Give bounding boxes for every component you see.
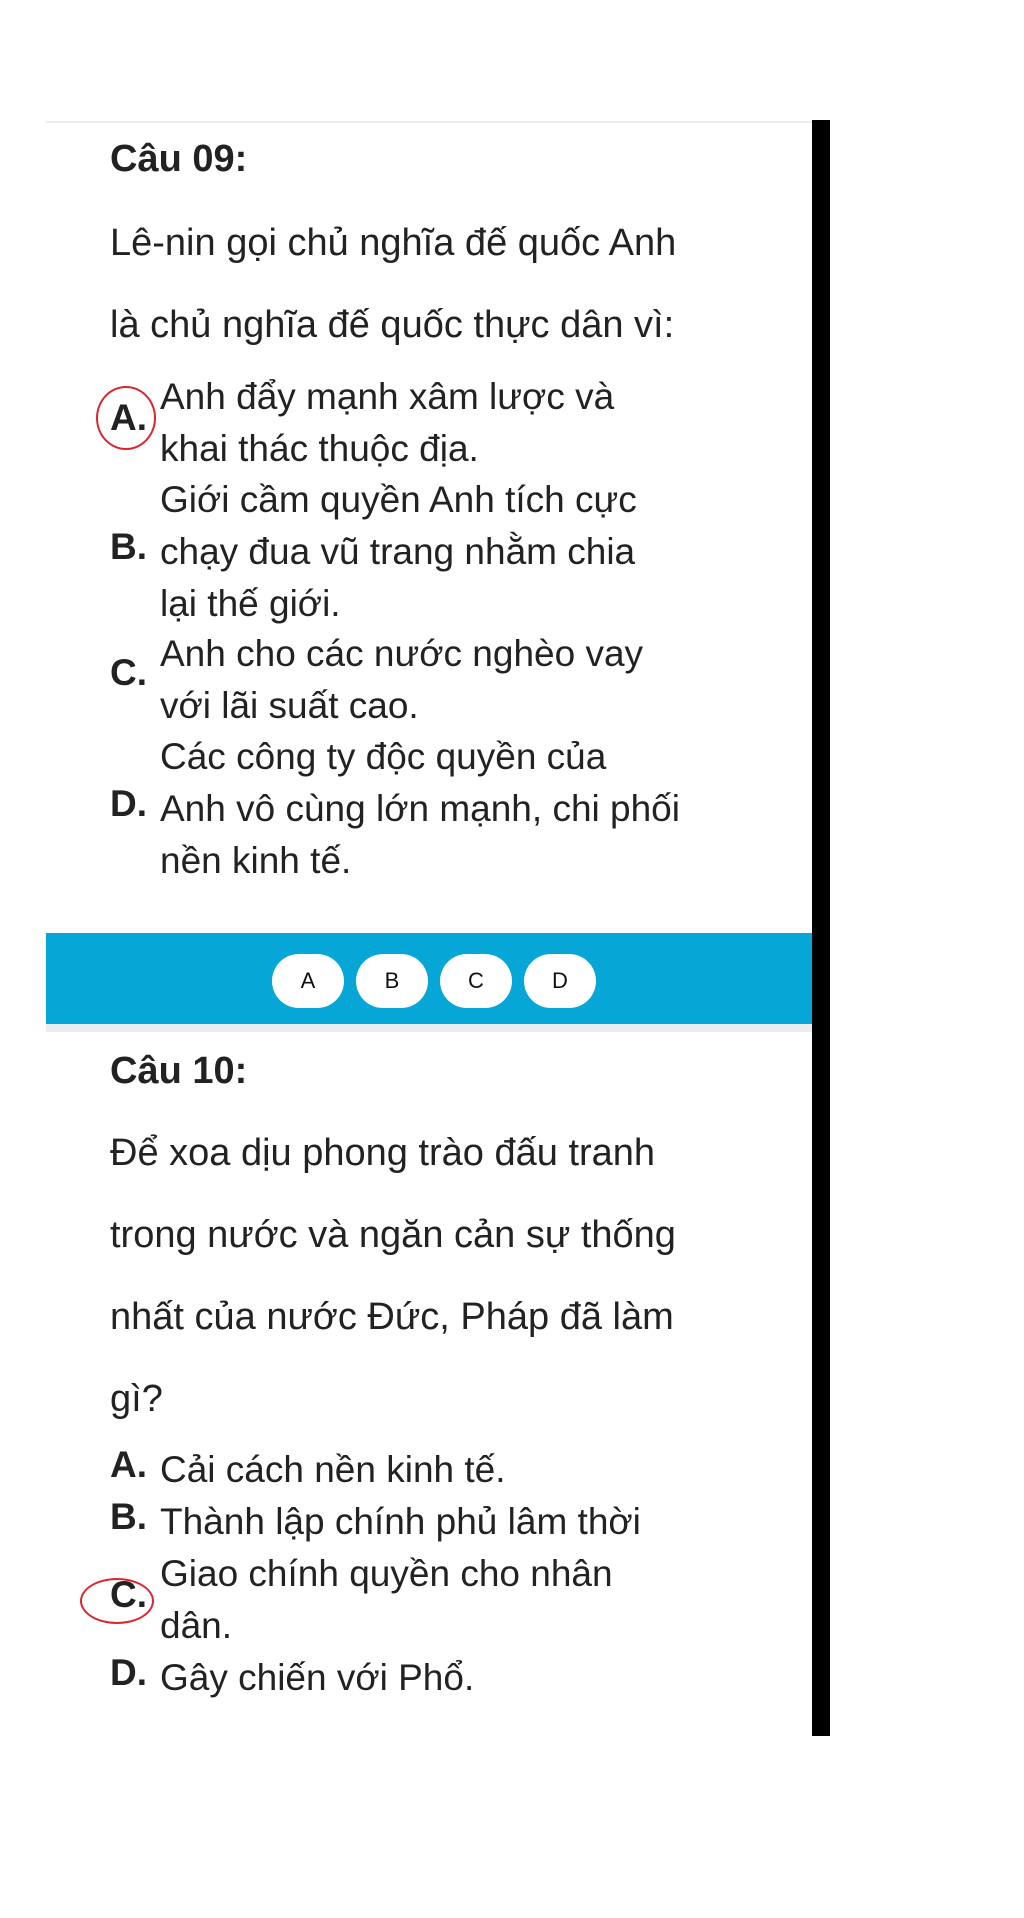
answer-button-b[interactable]: B bbox=[356, 954, 428, 1008]
answer-bar-divider bbox=[46, 1024, 812, 1032]
option-letter: B. bbox=[110, 1496, 147, 1537]
right-edge-bar bbox=[812, 120, 830, 1736]
selected-answer-circle bbox=[80, 1578, 154, 1624]
option-line: chạy đua vũ trang nhằm chia bbox=[160, 531, 636, 572]
question-10-text-line: gì? bbox=[110, 1378, 163, 1420]
option-line: Các công ty độc quyền của bbox=[160, 736, 607, 777]
selected-answer-circle bbox=[96, 386, 156, 450]
question-10-text-line: nhất của nước Đức, Pháp đã làm bbox=[110, 1296, 674, 1338]
option-line: Anh vô cùng lớn mạnh, chi phối bbox=[160, 788, 680, 829]
option-letter: C. bbox=[110, 1574, 147, 1615]
question-10-title: Câu 10: bbox=[110, 1050, 248, 1092]
answer-button-c[interactable]: C bbox=[440, 954, 512, 1008]
answer-bar bbox=[46, 933, 812, 1024]
question-10-text-line: trong nước và ngăn cản sự thống bbox=[110, 1214, 676, 1256]
option-line: Thành lập chính phủ lâm thời bbox=[160, 1501, 641, 1542]
option-line: nền kinh tế. bbox=[160, 840, 352, 881]
question-9-title: Câu 09: bbox=[110, 138, 248, 180]
question-10-text-line: Để xoa dịu phong trào đấu tranh bbox=[110, 1132, 656, 1174]
option-line: Anh đẩy mạnh xâm lược và bbox=[160, 376, 615, 417]
option-line: Anh cho các nước nghèo vay bbox=[160, 633, 644, 674]
question-9-text bbox=[110, 202, 800, 366]
option-letter: D. bbox=[110, 1652, 147, 1693]
option-line: dân. bbox=[160, 1605, 233, 1646]
option-letter: B. bbox=[110, 526, 147, 567]
answer-button-a[interactable]: A bbox=[272, 954, 344, 1008]
option-letter: A. bbox=[110, 397, 147, 438]
question-9-text-line: là chủ nghĩa đế quốc thực dân vì: bbox=[110, 304, 675, 346]
answer-button-d[interactable]: D bbox=[524, 954, 596, 1008]
question-10-text bbox=[110, 1112, 800, 1440]
option-letter: C. bbox=[110, 652, 147, 693]
option-line: Cải cách nền kinh tế. bbox=[160, 1449, 506, 1490]
top-divider bbox=[46, 121, 812, 123]
option-line: Giao chính quyền cho nhân bbox=[160, 1553, 613, 1594]
question-9-text-line: Lê-nin gọi chủ nghĩa đế quốc Anh bbox=[110, 222, 677, 264]
option-letter: A. bbox=[110, 1444, 147, 1485]
option-line: khai thác thuộc địa. bbox=[160, 428, 479, 469]
option-line: lại thế giới. bbox=[160, 583, 341, 624]
option-letter: D. bbox=[110, 783, 147, 824]
option-line: với lãi suất cao. bbox=[160, 685, 419, 726]
option-line: Giới cầm quyền Anh tích cực bbox=[160, 479, 637, 520]
option-line: Gây chiến với Phổ. bbox=[160, 1657, 475, 1698]
